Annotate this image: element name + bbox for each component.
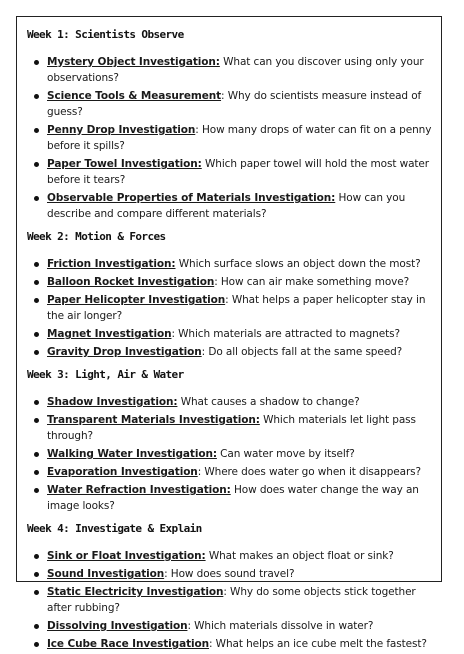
list-item (27, 636, 435, 652)
investigation-title: Evaporation Investigation (47, 466, 198, 478)
investigation-question: Which paper towel will hold the most water before it tears? (47, 158, 429, 186)
investigation-question: What can you discover using only your observations? (47, 56, 424, 84)
investigation-title: Sink or Float Investigation: (47, 550, 206, 562)
investigation-title: Paper Towel Investigation: (47, 158, 202, 170)
list-item (27, 566, 435, 582)
investigation-question: What causes a shadow to change? (180, 396, 360, 408)
investigation-question: : How does sound travel? (164, 568, 295, 580)
list-item (27, 344, 435, 360)
list-item (27, 412, 435, 444)
investigation-question: : How can air make something move? (214, 276, 410, 288)
investigation-list (27, 548, 435, 652)
investigation-title: Friction Investigation: (47, 258, 176, 270)
investigation-question: Can water move by itself? (220, 448, 355, 460)
investigation-title: Science Tools & Measurement (47, 90, 222, 102)
investigation-title: Transparent Materials Investigation: (47, 414, 260, 426)
investigation-question: : Which materials are attracted to magnets? (171, 328, 400, 340)
list-item (27, 156, 435, 188)
list-item (27, 292, 435, 324)
list-item (27, 548, 435, 564)
week-heading: Week 2: Motion & Forces (27, 230, 166, 243)
list-item (27, 446, 435, 462)
investigation-title: Water Refraction Investigation: (47, 484, 231, 496)
investigation-title: Static Electricity Investigation (47, 586, 224, 598)
list-item (27, 190, 435, 222)
list-item (27, 584, 435, 616)
investigation-question: Which materials let light pass through? (47, 414, 416, 442)
list-item (27, 482, 435, 514)
week-section-1 (27, 28, 435, 222)
investigation-title: Gravity Drop Investigation (47, 346, 202, 358)
document-frame (16, 16, 442, 650)
week-section-4 (27, 522, 435, 652)
list-item (27, 394, 435, 410)
list-item (27, 88, 435, 120)
list-item (27, 122, 435, 154)
list-item (27, 464, 435, 480)
list-item (27, 256, 435, 272)
investigation-title: Ice Cube Race Investigation (47, 638, 209, 650)
investigation-title: Sound Investigation (47, 568, 165, 580)
week-heading: Week 4: Investigate & Explain (27, 522, 202, 535)
investigation-question: : Which materials dissolve in water? (187, 620, 374, 632)
investigation-list (27, 54, 435, 222)
investigation-question: : Why do scientists measure instead of guess? (47, 90, 422, 118)
week-heading: Week 1: Scientists Observe (27, 28, 184, 41)
investigation-title: Shadow Investigation: (47, 396, 178, 408)
investigation-question: How does water change the way an image looks? (47, 484, 419, 512)
week-section-3 (27, 368, 435, 514)
investigation-question: How can you describe and compare different materials? (47, 192, 406, 220)
investigation-question: : Do all objects fall at the same speed? (201, 346, 403, 358)
investigation-title: Mystery Object Investigation: (47, 56, 220, 68)
investigation-title: Walking Water Investigation: (47, 448, 217, 460)
list-item (27, 326, 435, 342)
week-section-2 (27, 230, 435, 360)
investigation-title: Balloon Rocket Investigation (47, 276, 215, 288)
investigation-title: Paper Helicopter Investigation (47, 294, 226, 306)
investigation-title: Dissolving Investigation (47, 620, 188, 632)
list-item (27, 54, 435, 86)
investigation-list (27, 256, 435, 360)
investigation-title: Penny Drop Investigation (47, 124, 196, 136)
list-item (27, 274, 435, 290)
investigation-question: What makes an object float or sink? (208, 550, 394, 562)
investigation-question: Which surface slows an object down the most? (178, 258, 421, 270)
investigation-title: Observable Properties of Materials Investigation: (47, 192, 336, 204)
investigation-question: : Where does water go when it disappears? (197, 466, 422, 478)
investigation-list (27, 394, 435, 514)
investigation-question: : What helps an ice cube melt the fastest? (208, 638, 427, 650)
week-heading: Week 3: Light, Air & Water (27, 368, 184, 381)
document-content (27, 28, 435, 654)
investigation-question: : Why do some objects stick together after rubbing? (47, 586, 416, 614)
investigation-question: : How many drops of water can fit on a penny before it spills? (47, 124, 432, 152)
investigation-question: : What helps a paper helicopter stay in the air longer? (47, 294, 426, 322)
list-item (27, 618, 435, 634)
investigation-title: Magnet Investigation (47, 328, 172, 340)
